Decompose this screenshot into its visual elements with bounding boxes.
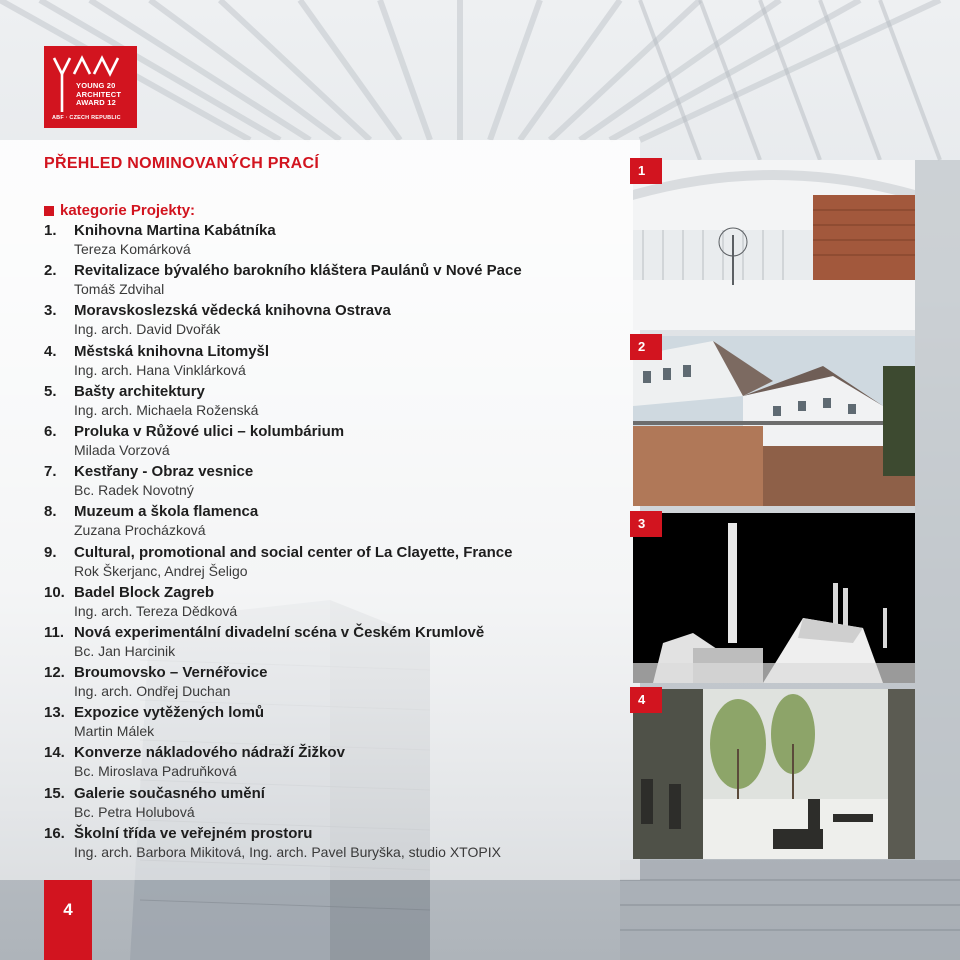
entry-number: 10. — [44, 583, 65, 601]
entry-author: Martin Málek — [74, 723, 155, 740]
project-image-1 — [633, 160, 915, 330]
image-badge-2: 2 — [630, 334, 662, 360]
nomination-entry — [44, 825, 644, 865]
entry-number: 2. — [44, 262, 57, 280]
square-bullet-icon — [44, 206, 54, 216]
entry-author: Ing. arch. Barbora Mikitová, Ing. arch. Pavel Buryška, studio XTOPIX — [74, 843, 501, 860]
project-image-3 — [633, 513, 915, 683]
entry-title: Broumovsko – Vernéřovice — [74, 664, 268, 682]
entry-number: 15. — [44, 784, 65, 802]
nomination-entry — [44, 624, 644, 664]
entry-number: 3. — [44, 302, 57, 320]
nomination-entry — [44, 744, 644, 784]
logo-line-2: ARCHITECT — [76, 89, 122, 99]
image-badge-3: 3 — [630, 511, 662, 537]
entry-author: Zuzana Procházková — [74, 522, 206, 539]
entry-author: Bc. Jan Harcinik — [74, 642, 176, 659]
nomination-entry — [44, 222, 644, 262]
category-label — [44, 202, 195, 219]
nomination-entry — [44, 664, 644, 704]
image-badge-4: 4 — [630, 687, 662, 713]
nomination-entry — [44, 423, 644, 463]
logo-footer: ABF · CZECH REPUBLIC — [52, 115, 121, 121]
project-image-4 — [633, 689, 915, 859]
entry-number: 11. — [44, 623, 65, 641]
nomination-entry — [44, 463, 644, 503]
entry-title: Cultural, promotional and social center of La Clayette, France — [74, 543, 513, 561]
logo-line-3: AWARD 12 — [76, 98, 116, 107]
entry-author: Ing. arch. Michaela Roženská — [74, 401, 259, 418]
entry-title: Knihovna Martina Kabátníka — [74, 222, 276, 239]
project-image-2 — [633, 336, 915, 506]
entry-title: Revitalizace bývalého barokního kláštera Paulánů v Nové Pace — [74, 262, 522, 280]
entry-title: Nová experimentální divadelní scéna v Českém Krumlově — [74, 623, 485, 641]
nomination-list — [44, 222, 644, 865]
category-text: kategorie Projekty: — [60, 202, 196, 219]
entry-author: Ing. arch. David Dvořák — [74, 321, 221, 338]
entry-number: 4. — [44, 342, 57, 360]
entry-author: Bc. Radek Novotný — [74, 482, 194, 499]
entry-title: Muzeum a škola flamenca — [74, 503, 259, 521]
nomination-entry — [44, 262, 644, 302]
entry-number: 8. — [44, 503, 57, 521]
entry-number: 12. — [44, 664, 65, 682]
nomination-entry — [44, 704, 644, 744]
entry-number: 9. — [44, 543, 57, 561]
page-heading: PŘEHLED NOMINOVANÝCH PRACÍ — [44, 155, 320, 172]
entry-author: Ing. arch. Tereza Dědková — [74, 602, 238, 619]
entry-title: Moravskoslezská vědecká knihovna Ostrava — [74, 302, 391, 320]
entry-title: Galerie současného umění — [74, 784, 265, 802]
entry-author: Bc. Petra Holubová — [74, 803, 195, 820]
nomination-entry — [44, 302, 644, 342]
entry-title: Proluka v Růžové ulici – kolumbárium — [74, 422, 345, 440]
entry-number: 14. — [44, 744, 65, 762]
nomination-entry — [44, 544, 644, 584]
entry-author: Ing. arch. Hana Vinklárková — [74, 361, 246, 378]
logo-line-1: YOUNG 20 — [76, 81, 116, 90]
entry-number: 7. — [44, 463, 57, 481]
entry-author: Tereza Komárková — [74, 241, 191, 257]
nomination-entry — [44, 343, 644, 383]
entry-author: Ing. arch. Ondřej Duchan — [74, 683, 231, 700]
entry-title: Expozice vytěžených lomů — [74, 704, 265, 722]
entry-number: 5. — [44, 382, 57, 400]
nomination-entry — [44, 383, 644, 423]
young-architect-award-logo — [44, 46, 137, 128]
image-badge-1: 1 — [630, 158, 662, 184]
logo-wordmark — [76, 82, 121, 108]
page-number: 4 — [44, 880, 92, 960]
entry-title: Bašty architektury — [74, 382, 205, 400]
entry-title: Konverze nákladového nádraží Žižkov — [74, 744, 345, 762]
entry-author: Milada Vorzová — [74, 441, 170, 458]
entry-author: Bc. Miroslava Padruňková — [74, 763, 237, 780]
entry-author: Tomáš Zdvihal — [74, 281, 165, 298]
nomination-entry — [44, 503, 644, 543]
entry-number: 1. — [44, 222, 57, 239]
entry-title: Městská knihovna Litomyšl — [74, 342, 270, 360]
entry-number: 6. — [44, 422, 57, 440]
entry-title: Badel Block Zagreb — [74, 583, 215, 601]
nomination-entry — [44, 584, 644, 624]
entry-author: Rok Škerjanc, Andrej Šeligo — [74, 562, 248, 579]
entry-title: Kestřany - Obraz vesnice — [74, 463, 254, 481]
entry-number: 16. — [44, 824, 65, 842]
entry-title: Školní třída ve veřejném prostoru — [74, 824, 313, 842]
entry-number: 13. — [44, 704, 65, 722]
nomination-entry — [44, 785, 644, 825]
